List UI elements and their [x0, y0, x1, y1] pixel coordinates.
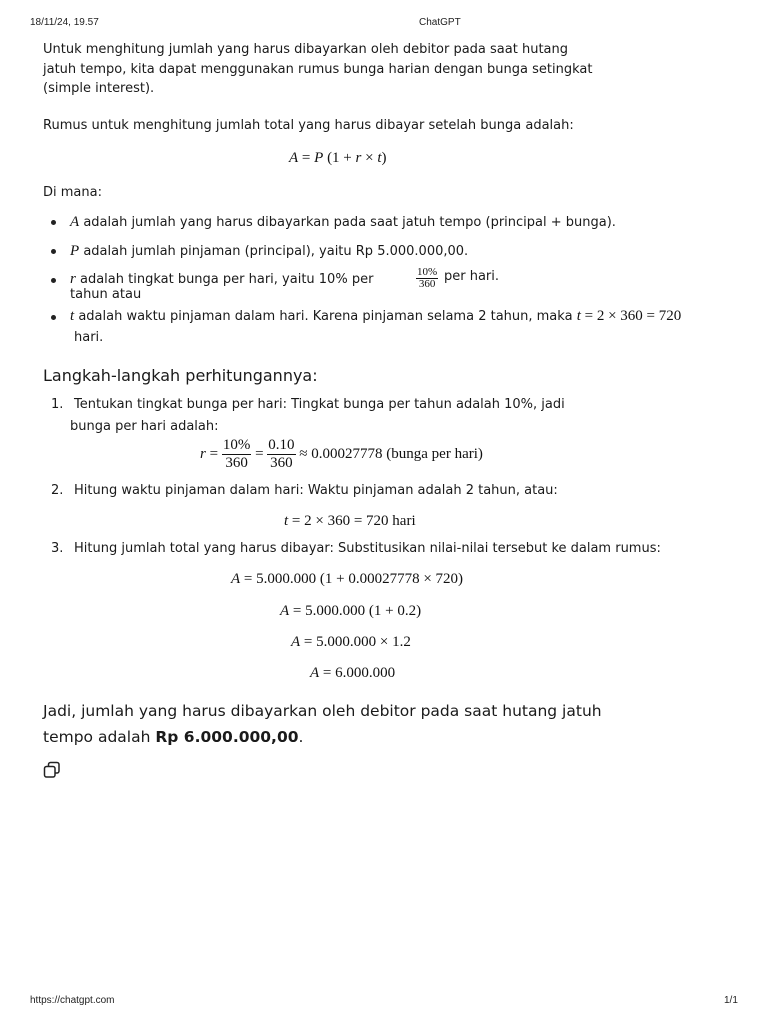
copy-icon[interactable] [43, 761, 61, 779]
formula-r: r [355, 150, 362, 166]
fraction-numerator: 10% [417, 266, 438, 278]
step-2-line-1: Hitung waktu pinjaman dalam hari: Waktu pinjaman adalah 2 tahun, atau: [74, 483, 558, 498]
fraction-numerator: 10% [222, 437, 251, 453]
eq-equals: = [251, 445, 268, 462]
step-3-line-1: Hitung jumlah total yang harus dibayar: Substitusikan nilai-nilai tersebut ke dalam rumus: [74, 541, 661, 556]
step-1-equation [200, 437, 483, 472]
eq-a: A [310, 665, 320, 681]
intro-line-2: jatuh tempo, kita dapat menggunakan rumus bunga harian dengan bunga setingkat [43, 62, 593, 77]
step-2-equation [284, 513, 416, 530]
definition-a [70, 212, 616, 233]
where-label: Di mana: [43, 185, 102, 200]
conclusion-amount: Rp 6.000.000,00 [155, 728, 299, 746]
definition-t-line-1 [70, 306, 681, 327]
symbol-a: A [70, 214, 80, 230]
inline-t-value: = 2 × 360 = 720 [580, 308, 682, 324]
step-1-line-1: Tentukan tingkat bunga per hari: Tingkat bunga per tahun adalah 10%, jadi [74, 397, 565, 412]
print-datetime: 18/11/24, 19.57 [30, 17, 99, 28]
conclusion-line-1: Jadi, jumlah yang harus dibayarkan oleh debitor pada saat hutang jatuh [43, 702, 602, 720]
symbol-p: P [70, 243, 80, 259]
bullet-icon [51, 278, 56, 283]
step-1-number: 1. [51, 397, 64, 412]
print-url[interactable]: https://chatgpt.com [30, 995, 115, 1006]
step-3-number: 3. [51, 541, 64, 556]
eq-a: A [280, 603, 290, 619]
fraction-numerator: 0.10 [268, 437, 295, 453]
steps-heading: Langkah-langkah perhitungannya: [43, 366, 318, 385]
definition-p [70, 241, 468, 262]
conclusion-line-2 [43, 724, 303, 750]
formula-t: t [377, 150, 382, 166]
formula-eq: = [298, 150, 315, 166]
eq-a: A [231, 571, 241, 587]
fraction-denominator: 360 [418, 278, 436, 290]
eq-a-value: = 5.000.000 (1 + 0.00027778 × 720) [240, 571, 464, 587]
intro-line-1: Untuk menghitung jumlah yang harus dibayarkan oleh debitor pada saat hutang [43, 42, 568, 57]
eq-a: A [291, 634, 301, 650]
definition-a-text: adalah jumlah yang harus dibayarkan pada saat jatuh tempo (principal + bunga). [83, 215, 616, 230]
fraction-denominator: 360 [270, 455, 293, 471]
formula-close: ) [381, 150, 387, 166]
step-2-number: 2. [51, 483, 64, 498]
inline-t: t [576, 308, 581, 324]
step-3-equation-1 [231, 571, 463, 588]
step-1-line-2: bunga per hari adalah: [70, 419, 219, 434]
definition-p-text: adalah jumlah pinjaman (principal), yaitu Rp 5.000.000,00. [83, 244, 469, 259]
step-3-equation-2 [280, 603, 421, 620]
formula-a: A [289, 150, 299, 166]
definition-t-text: adalah waktu pinjaman dalam hari. Karena pinjaman selama 2 tahun, maka [78, 309, 573, 324]
formula-times: × [361, 150, 378, 166]
definition-r-fraction [416, 267, 438, 290]
eq-a-value: = 5.000.000 × 1.2 [300, 634, 411, 650]
formula-p: P [314, 150, 324, 166]
symbol-t: t [70, 308, 75, 324]
eq-equals: = [205, 445, 222, 462]
eq-a-value: = 6.000.000 [319, 665, 396, 681]
eq-a-value: = 5.000.000 (1 + 0.2) [289, 603, 422, 619]
step-3-equation-4 [310, 665, 395, 682]
step-3-equation-3 [291, 634, 411, 651]
main-formula [289, 150, 387, 167]
conclusion-prefix: tempo adalah [43, 728, 156, 746]
intro-line-3: (simple interest). [43, 81, 155, 96]
definition-r-text: adalah tingkat bunga per hari, yaitu 10% per [79, 272, 374, 287]
eq-r: r [200, 445, 206, 462]
formula-intro: Rumus untuk menghitung jumlah total yang harus dibayar setelah bunga adalah: [43, 118, 574, 133]
symbol-r: r [70, 271, 76, 287]
definition-r-line-2: tahun atau [70, 287, 142, 302]
bullet-icon [51, 315, 56, 320]
bullet-icon [51, 249, 56, 254]
print-page-number: 1/1 [724, 995, 738, 1006]
bullet-icon [51, 220, 56, 225]
print-title: ChatGPT [419, 17, 461, 28]
definition-r-suffix: per hari. [444, 269, 500, 284]
definition-t-line-2: hari. [74, 330, 104, 345]
formula-open: (1 + [323, 150, 356, 166]
eq-t-value: = 2 × 360 = 720 hari [288, 513, 416, 529]
eq-t: t [284, 513, 289, 529]
eq-approx: ≈ 0.00027778 (bunga per hari) [295, 445, 483, 462]
conclusion-period: . [298, 728, 304, 746]
fraction-denominator: 360 [225, 455, 248, 471]
